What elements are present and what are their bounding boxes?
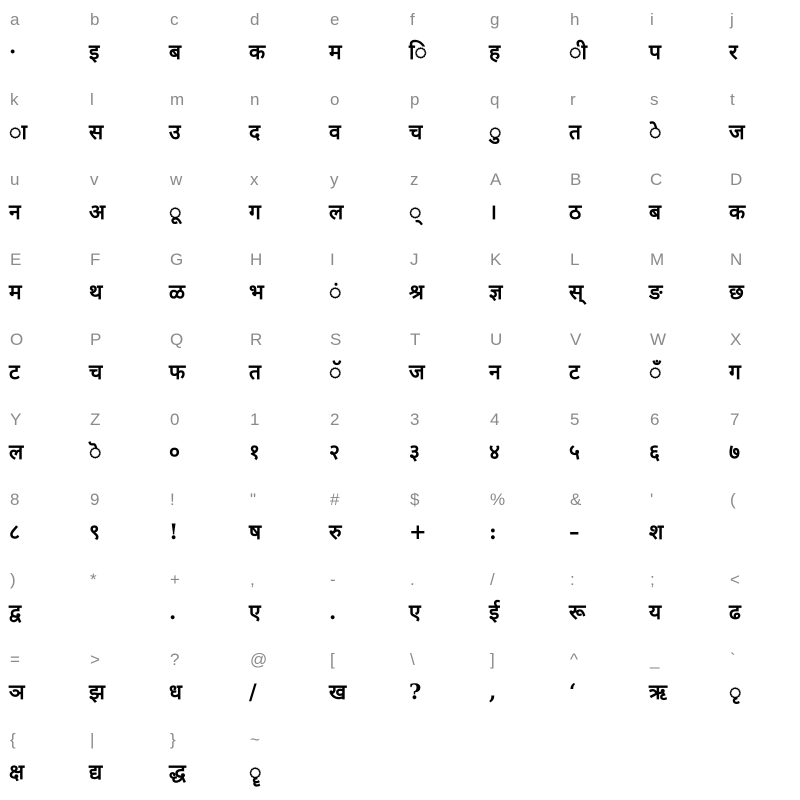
glyph-sample: ं <box>329 279 342 304</box>
glyph-sample: ज <box>729 119 745 144</box>
glyph-cell <box>80 640 160 720</box>
glyph-cell <box>480 160 560 240</box>
glyph-cell <box>640 0 720 80</box>
key-label: 8 <box>10 490 20 509</box>
key-label: Q <box>170 330 184 349</box>
glyph-sample: + <box>409 519 427 544</box>
glyph-cell <box>720 320 800 400</box>
glyph-cell <box>720 560 800 640</box>
key-label: D <box>730 170 743 189</box>
glyph-cell <box>560 480 640 560</box>
key-label: w <box>170 170 183 189</box>
glyph-cell <box>400 0 480 80</box>
glyph-cell <box>240 560 320 640</box>
glyph-sample: ५ <box>569 439 580 464</box>
key-label: X <box>730 330 742 349</box>
glyph-cell <box>0 720 80 800</box>
glyph-cell <box>720 80 800 160</box>
glyph-sample: ् <box>409 199 422 224</box>
glyph-sample: · <box>9 39 17 64</box>
glyph-cell <box>80 0 160 80</box>
glyph-sample: े <box>649 119 662 144</box>
glyph-sample: ऋ <box>649 679 667 704</box>
glyph-cell <box>320 480 400 560</box>
glyph-cell <box>480 320 560 400</box>
key-label: G <box>170 250 184 269</box>
key-label: 0 <box>170 410 180 429</box>
glyph-sample: ळ <box>169 279 185 304</box>
key-label: o <box>330 90 340 109</box>
glyph-sample: त <box>249 359 261 384</box>
key-label: R <box>250 330 263 349</box>
glyph-cell <box>320 640 400 720</box>
key-label: ~ <box>250 730 260 749</box>
key-label: & <box>570 490 582 509</box>
glyph-sample: ू <box>169 199 182 224</box>
glyph-cell <box>640 640 720 720</box>
glyph-sample: . <box>169 599 177 624</box>
glyph-sample: रू <box>569 599 586 624</box>
key-label: } <box>170 730 176 749</box>
key-label: C <box>650 170 663 189</box>
key-label: % <box>490 490 506 509</box>
glyph-cell <box>80 320 160 400</box>
glyph-sample: ॄ <box>249 759 262 784</box>
key-label: 7 <box>730 410 740 429</box>
key-label: ; <box>650 570 655 589</box>
key-label: $ <box>410 490 420 509</box>
glyph-cell <box>560 640 640 720</box>
key-label: U <box>490 330 503 349</box>
glyph-sample: ष <box>249 519 262 544</box>
glyph-cell <box>0 320 80 400</box>
glyph-sample: प <box>649 39 661 64</box>
glyph-sample: ८ <box>9 519 20 544</box>
glyph-cell <box>400 480 480 560</box>
glyph-cell <box>160 240 240 320</box>
key-label: - <box>330 570 336 589</box>
key-label: 9 <box>90 490 100 509</box>
key-label: ^ <box>570 650 578 669</box>
glyph-sample: १ <box>249 439 260 464</box>
glyph-sample: द्व <box>9 599 22 624</box>
glyph-sample: इ <box>89 39 100 64</box>
key-label: ' <box>650 490 654 509</box>
glyph-cell <box>720 480 800 560</box>
glyph-sample: ? <box>409 679 422 704</box>
key-label: / <box>490 570 495 589</box>
glyph-cell <box>0 480 80 560</box>
glyph-cell <box>0 640 80 720</box>
glyph-sample: उ <box>169 119 181 144</box>
glyph-sample: च <box>89 359 103 384</box>
glyph-cell <box>320 560 400 640</box>
glyph-sample: ँ <box>649 359 662 384</box>
glyph-cell <box>240 320 320 400</box>
key-label: , <box>250 570 255 589</box>
key-label: d <box>250 10 260 29</box>
key-label: ( <box>730 490 736 509</box>
glyph-sample: ढ <box>729 599 741 624</box>
glyph-cell <box>400 560 480 640</box>
glyph-cell <box>80 400 160 480</box>
glyph-cell <box>160 400 240 480</box>
key-label: i <box>650 10 654 29</box>
glyph-sample: ल <box>9 439 24 464</box>
glyph-sample: म <box>329 39 342 64</box>
key-label: I <box>330 250 335 269</box>
glyph-sample: व <box>329 119 341 144</box>
glyph-cell <box>320 400 400 480</box>
glyph-sample: ए <box>249 599 261 624</box>
glyph-cell <box>0 160 80 240</box>
glyph-cell <box>80 480 160 560</box>
key-label: s <box>650 90 659 109</box>
key-label: ] <box>490 650 495 669</box>
glyph-cell <box>160 480 240 560</box>
glyph-sample: फ <box>169 359 186 384</box>
glyph-cell <box>240 720 320 800</box>
glyph-sample: ‘ <box>569 679 577 704</box>
glyph-sample: द्ध <box>169 759 186 784</box>
glyph-cell <box>320 240 400 320</box>
glyph-sample: २ <box>329 439 340 464</box>
glyph-cell <box>720 160 800 240</box>
glyph-cell <box>400 80 480 160</box>
key-label: E <box>10 250 22 269</box>
glyph-sample: रु <box>329 519 342 544</box>
glyph-cell <box>480 400 560 480</box>
glyph-cell <box>640 320 720 400</box>
glyph-sample: / <box>249 679 257 704</box>
glyph-sample: ठ <box>569 199 582 224</box>
glyph-cell <box>80 560 160 640</box>
glyph-cell <box>0 560 80 640</box>
glyph-sample: ३ <box>409 439 420 464</box>
glyph-cell <box>160 80 240 160</box>
glyph-cell <box>720 400 800 480</box>
glyph-sample: ी <box>569 39 587 64</box>
key-label: < <box>730 570 740 589</box>
key-label: S <box>330 330 342 349</box>
glyph-sample: – <box>569 519 580 544</box>
glyph-cell <box>80 720 160 800</box>
glyph-sample: क <box>729 199 746 224</box>
glyph-sample: . <box>329 599 337 624</box>
glyph-cell <box>160 720 240 800</box>
glyph-sample: । <box>489 199 497 224</box>
glyph-sample: क <box>249 39 266 64</box>
glyph-cell <box>640 160 720 240</box>
key-label: # <box>330 490 340 509</box>
key-label: Z <box>90 410 101 429</box>
glyph-sample: ० <box>169 439 180 464</box>
glyph-sample: अ <box>89 199 106 224</box>
glyph-sample: र <box>729 39 738 64</box>
key-label: _ <box>650 650 660 669</box>
key-label: F <box>90 250 101 269</box>
key-label: e <box>330 10 340 29</box>
key-label: ! <box>170 490 175 509</box>
glyph-cell <box>240 400 320 480</box>
glyph-sample: ६ <box>649 439 660 464</box>
glyph-sample: ग <box>729 359 741 384</box>
key-label: y <box>330 170 339 189</box>
key-label: n <box>250 90 260 109</box>
glyph-sample: च <box>409 119 423 144</box>
key-label: ) <box>10 570 16 589</box>
glyph-cell <box>400 320 480 400</box>
key-label: x <box>250 170 259 189</box>
glyph-cell <box>160 0 240 80</box>
key-label: K <box>490 250 502 269</box>
glyph-sample: न <box>489 359 501 384</box>
glyph-sample: ज्ञ <box>489 279 503 304</box>
glyph-cell <box>400 640 480 720</box>
key-label: g <box>490 10 500 29</box>
glyph-sample: स <box>89 119 104 144</box>
glyph-sample: ृ <box>729 679 742 704</box>
glyph-sample: द्य <box>89 759 103 784</box>
glyph-sample: ब <box>649 199 661 224</box>
glyph-sample: ४ <box>489 439 500 464</box>
glyph-cell <box>0 80 80 160</box>
glyph-sample: ट <box>9 359 20 384</box>
glyph-cell <box>480 0 560 80</box>
glyph-cell <box>160 640 240 720</box>
glyph-sample: ह <box>489 39 501 64</box>
key-label: r <box>570 90 576 109</box>
glyph-cell <box>720 0 800 80</box>
glyph-cell <box>160 560 240 640</box>
glyph-cell <box>80 80 160 160</box>
key-label: z <box>410 170 419 189</box>
key-label: c <box>170 10 179 29</box>
glyph-sample: ग <box>249 199 261 224</box>
glyph-cell <box>560 560 640 640</box>
key-label: [ <box>330 650 335 669</box>
glyph-sample: ञ <box>9 679 25 704</box>
key-label: Y <box>10 410 22 429</box>
glyph-cell <box>640 240 720 320</box>
key-label: ` <box>730 650 736 669</box>
glyph-cell <box>240 480 320 560</box>
glyph-cell <box>240 0 320 80</box>
key-label: b <box>90 10 100 29</box>
key-label: B <box>570 170 582 189</box>
key-label: + <box>170 570 180 589</box>
glyph-cell <box>480 640 560 720</box>
key-label: | <box>90 730 95 749</box>
glyph-cell <box>480 240 560 320</box>
glyph-cell <box>240 80 320 160</box>
key-label: t <box>730 90 735 109</box>
glyph-cell <box>480 480 560 560</box>
key-label: T <box>410 330 421 349</box>
glyph-cell <box>400 240 480 320</box>
glyph-cell <box>0 240 80 320</box>
glyph-cell <box>240 160 320 240</box>
glyph-sample: ु <box>489 119 502 144</box>
glyph-sample: ॆ <box>89 439 102 464</box>
glyph-sample: छ <box>729 279 744 304</box>
glyph-cell <box>640 80 720 160</box>
glyph-cell <box>0 0 80 80</box>
glyph-sample: द <box>249 119 261 144</box>
key-label: W <box>650 330 667 349</box>
key-label: 4 <box>490 410 500 429</box>
key-label: k <box>10 90 19 109</box>
key-label: u <box>10 170 20 189</box>
key-label: @ <box>250 650 268 669</box>
key-label: 2 <box>330 410 340 429</box>
key-label: A <box>490 170 502 189</box>
key-label: v <box>90 170 99 189</box>
key-label: . <box>410 570 415 589</box>
glyph-cell <box>0 400 80 480</box>
key-label: 5 <box>570 410 580 429</box>
key-label: { <box>10 730 16 749</box>
glyph-cell <box>560 400 640 480</box>
glyph-sample: ख <box>329 679 347 704</box>
glyph-cell <box>560 240 640 320</box>
key-label: 1 <box>250 410 260 429</box>
glyph-cell <box>640 400 720 480</box>
glyph-cell <box>320 320 400 400</box>
glyph-sample: ध <box>169 679 182 704</box>
key-label: J <box>410 250 419 269</box>
key-label: * <box>90 570 97 589</box>
glyph-sample: , <box>489 679 497 704</box>
key-label: H <box>250 250 263 269</box>
glyph-cell <box>80 160 160 240</box>
key-label: h <box>570 10 580 29</box>
glyph-sample: ङ <box>649 279 663 304</box>
key-label: f <box>410 10 415 29</box>
glyph-sample: : <box>489 519 497 544</box>
key-label: = <box>10 650 20 669</box>
glyph-sample: भ <box>249 279 264 304</box>
key-label: > <box>90 650 100 669</box>
glyph-cell <box>240 240 320 320</box>
glyph-sample: न <box>9 199 21 224</box>
glyph-cell <box>400 160 480 240</box>
key-label: m <box>170 90 185 109</box>
glyph-cell <box>480 80 560 160</box>
glyph-cell <box>320 0 400 80</box>
glyph-sample: ए <box>409 599 421 624</box>
glyph-sample: म <box>9 279 22 304</box>
key-label: 3 <box>410 410 420 429</box>
glyph-sample: थ <box>89 279 103 304</box>
key-label: M <box>650 250 665 269</box>
glyph-sample: ज <box>409 359 425 384</box>
glyph-cell <box>480 560 560 640</box>
glyph-sample: ल <box>329 199 344 224</box>
glyph-sample: ा <box>9 119 27 144</box>
glyph-sample: ७ <box>729 439 740 464</box>
glyph-cell <box>560 0 640 80</box>
glyph-cell <box>560 160 640 240</box>
glyph-cell <box>560 80 640 160</box>
glyph-cell <box>720 640 800 720</box>
glyph-cell <box>320 160 400 240</box>
glyph-cell <box>400 400 480 480</box>
key-label: V <box>570 330 582 349</box>
glyph-cell <box>320 80 400 160</box>
glyph-sample: ट <box>569 359 580 384</box>
glyph-cell <box>640 480 720 560</box>
glyph-sample: ॅ <box>329 359 342 384</box>
glyph-cell <box>560 320 640 400</box>
key-label: O <box>10 330 24 349</box>
glyph-cell <box>80 240 160 320</box>
key-label: j <box>730 10 734 29</box>
glyph-sample: ि <box>409 39 427 64</box>
key-label: p <box>410 90 420 109</box>
glyph-sample: ! <box>169 519 179 544</box>
key-label: : <box>570 570 575 589</box>
key-label: \ <box>410 650 415 669</box>
key-label: a <box>10 10 20 29</box>
glyph-cell <box>240 640 320 720</box>
key-label: L <box>570 250 580 269</box>
glyph-sample: झ <box>89 679 105 704</box>
key-label: P <box>90 330 102 349</box>
key-label: q <box>490 90 500 109</box>
glyph-cell <box>160 160 240 240</box>
key-label: N <box>730 250 743 269</box>
glyph-cell <box>640 560 720 640</box>
key-label: ? <box>170 650 180 669</box>
key-label: " <box>250 490 257 509</box>
glyph-sample: य <box>649 599 662 624</box>
glyph-cell <box>720 240 800 320</box>
glyph-sample: त <box>569 119 581 144</box>
glyph-sample: ९ <box>89 519 100 544</box>
key-label: 6 <box>650 410 660 429</box>
glyph-sample: क्ष <box>9 759 25 784</box>
glyph-sample: स् <box>569 279 584 304</box>
glyph-sample: श्र <box>409 279 424 304</box>
glyph-sample: ब <box>169 39 181 64</box>
glyph-cell <box>160 320 240 400</box>
glyph-sample: ई <box>489 599 500 624</box>
key-label: l <box>90 90 94 109</box>
glyph-sample: श <box>649 519 664 544</box>
